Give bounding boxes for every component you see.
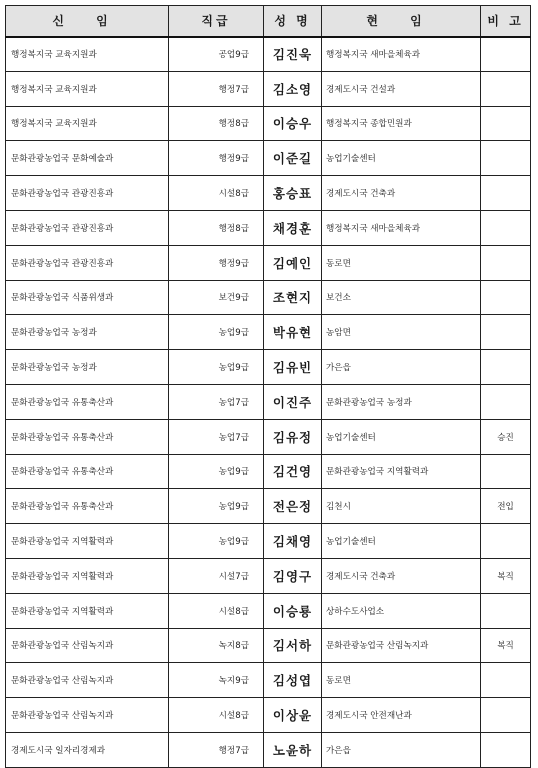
current-post-cell: 경제도시국 건축과 xyxy=(322,176,481,211)
current-post-cell: 농업기술센터 xyxy=(322,524,481,559)
name-cell: 이승우 xyxy=(264,106,322,141)
remarks-cell xyxy=(481,663,531,698)
new-post-cell: 문화관광농업국 산림녹지과 xyxy=(6,698,169,733)
new-post-cell: 문화관광농업국 유통축산과 xyxy=(6,384,169,419)
grade-cell: 행정7급 xyxy=(169,732,264,767)
header-new-post: 신 임 xyxy=(6,6,169,37)
table-row xyxy=(6,280,531,315)
table-row xyxy=(6,419,531,454)
current-post-cell: 농업기술센터 xyxy=(322,419,481,454)
current-post-cell: 김천시 xyxy=(322,489,481,524)
new-post-cell: 문화관광농업국 식품위생과 xyxy=(6,280,169,315)
grade-cell: 시설7급 xyxy=(169,558,264,593)
grade-cell: 농업7급 xyxy=(169,384,264,419)
grade-cell: 농업7급 xyxy=(169,419,264,454)
grade-cell: 시설8급 xyxy=(169,593,264,628)
table-row xyxy=(6,106,531,141)
current-post-cell: 행정복지국 새마을체육과 xyxy=(322,210,481,245)
grade-cell: 농업9급 xyxy=(169,454,264,489)
current-post-cell: 경제도시국 건설과 xyxy=(322,71,481,106)
name-cell: 김유빈 xyxy=(264,350,322,385)
grade-cell: 행정8급 xyxy=(169,210,264,245)
new-post-cell: 문화관광농업국 농정과 xyxy=(6,315,169,350)
grade-cell: 보건9급 xyxy=(169,280,264,315)
remarks-cell xyxy=(481,106,531,141)
name-cell: 이상윤 xyxy=(264,698,322,733)
name-cell: 김건영 xyxy=(264,454,322,489)
grade-cell: 행정8급 xyxy=(169,106,264,141)
name-cell: 이승룡 xyxy=(264,593,322,628)
current-post-cell: 문화관광농업국 지역활력과 xyxy=(322,454,481,489)
new-post-cell: 문화관광농업국 관광진흥과 xyxy=(6,210,169,245)
remarks-cell xyxy=(481,454,531,489)
remarks-cell xyxy=(481,71,531,106)
remarks-cell xyxy=(481,141,531,176)
remarks-cell xyxy=(481,593,531,628)
table-row xyxy=(6,489,531,524)
table-row xyxy=(6,593,531,628)
grade-cell: 녹지9급 xyxy=(169,663,264,698)
name-cell: 노윤하 xyxy=(264,732,322,767)
grade-cell: 공업9급 xyxy=(169,37,264,72)
table-header xyxy=(6,6,531,37)
new-post-cell: 문화관광농업국 유통축산과 xyxy=(6,454,169,489)
name-cell: 김채영 xyxy=(264,524,322,559)
name-cell: 홍승표 xyxy=(264,176,322,211)
remarks-cell xyxy=(481,176,531,211)
remarks-cell: 승진 xyxy=(481,419,531,454)
name-cell: 이준길 xyxy=(264,141,322,176)
table-row xyxy=(6,663,531,698)
name-cell: 김진욱 xyxy=(264,37,322,72)
new-post-cell: 경제도시국 일자리경제과 xyxy=(6,732,169,767)
grade-cell: 농업9급 xyxy=(169,524,264,559)
grade-cell: 시설8급 xyxy=(169,176,264,211)
new-post-cell: 문화관광농업국 산림녹지과 xyxy=(6,663,169,698)
new-post-cell: 문화관광농업국 농정과 xyxy=(6,350,169,385)
remarks-cell: 복직 xyxy=(481,628,531,663)
remarks-cell xyxy=(481,384,531,419)
name-cell: 김유정 xyxy=(264,419,322,454)
remarks-cell xyxy=(481,698,531,733)
table-row xyxy=(6,210,531,245)
current-post-cell: 동로면 xyxy=(322,663,481,698)
grade-cell: 행정9급 xyxy=(169,141,264,176)
personnel-table xyxy=(5,5,531,768)
remarks-cell xyxy=(481,524,531,559)
header-remarks: 비 고 xyxy=(481,6,531,37)
name-cell: 채경훈 xyxy=(264,210,322,245)
table-row xyxy=(6,454,531,489)
table-row xyxy=(6,558,531,593)
new-post-cell: 행정복지국 교육지원과 xyxy=(6,106,169,141)
name-cell: 이진주 xyxy=(264,384,322,419)
grade-cell: 녹지8급 xyxy=(169,628,264,663)
remarks-cell: 복직 xyxy=(481,558,531,593)
current-post-cell: 행정복지국 새마을체육과 xyxy=(322,37,481,72)
grade-cell: 시설8급 xyxy=(169,698,264,733)
new-post-cell: 행정복지국 교육지원과 xyxy=(6,71,169,106)
table-row xyxy=(6,141,531,176)
grade-cell: 농업9급 xyxy=(169,489,264,524)
remarks-cell xyxy=(481,732,531,767)
table-row xyxy=(6,245,531,280)
name-cell: 김예인 xyxy=(264,245,322,280)
grade-cell: 농업9급 xyxy=(169,315,264,350)
remarks-cell xyxy=(481,210,531,245)
name-cell: 김소영 xyxy=(264,71,322,106)
current-post-cell: 동로면 xyxy=(322,245,481,280)
current-post-cell: 가은읍 xyxy=(322,350,481,385)
table-body xyxy=(6,37,531,768)
header-name: 성 명 xyxy=(264,6,322,37)
personnel-document xyxy=(5,5,530,768)
current-post-cell: 상하수도사업소 xyxy=(322,593,481,628)
table-row xyxy=(6,524,531,559)
table-row xyxy=(6,315,531,350)
current-post-cell: 가은읍 xyxy=(322,732,481,767)
table-row xyxy=(6,37,531,72)
remarks-cell xyxy=(481,245,531,280)
new-post-cell: 문화관광농업국 문화예술과 xyxy=(6,141,169,176)
current-post-cell: 문화관광농업국 농정과 xyxy=(322,384,481,419)
new-post-cell: 문화관광농업국 유통축산과 xyxy=(6,489,169,524)
new-post-cell: 문화관광농업국 관광진흥과 xyxy=(6,245,169,280)
remarks-cell xyxy=(481,280,531,315)
new-post-cell: 문화관광농업국 지역활력과 xyxy=(6,524,169,559)
name-cell: 조현지 xyxy=(264,280,322,315)
grade-cell: 행정7급 xyxy=(169,71,264,106)
new-post-cell: 문화관광농업국 유통축산과 xyxy=(6,419,169,454)
header-current-post: 현 임 xyxy=(322,6,481,37)
remarks-cell: 전입 xyxy=(481,489,531,524)
remarks-cell xyxy=(481,350,531,385)
name-cell: 김영구 xyxy=(264,558,322,593)
new-post-cell: 문화관광농업국 지역활력과 xyxy=(6,593,169,628)
remarks-cell xyxy=(481,315,531,350)
current-post-cell: 보건소 xyxy=(322,280,481,315)
remarks-cell xyxy=(481,37,531,72)
name-cell: 김서하 xyxy=(264,628,322,663)
new-post-cell: 문화관광농업국 산림녹지과 xyxy=(6,628,169,663)
current-post-cell: 문화관광농업국 산림녹지과 xyxy=(322,628,481,663)
grade-cell: 행정9급 xyxy=(169,245,264,280)
current-post-cell: 경제도시국 건축과 xyxy=(322,558,481,593)
current-post-cell: 농업기술센터 xyxy=(322,141,481,176)
grade-cell: 농업9급 xyxy=(169,350,264,385)
new-post-cell: 문화관광농업국 지역활력과 xyxy=(6,558,169,593)
name-cell: 전은정 xyxy=(264,489,322,524)
table-row xyxy=(6,384,531,419)
name-cell: 김성엽 xyxy=(264,663,322,698)
table-row xyxy=(6,628,531,663)
current-post-cell: 경제도시국 안전재난과 xyxy=(322,698,481,733)
header-grade: 직급 xyxy=(169,6,264,37)
current-post-cell: 농암면 xyxy=(322,315,481,350)
new-post-cell: 행정복지국 교육지원과 xyxy=(6,37,169,72)
table-row xyxy=(6,698,531,733)
table-row xyxy=(6,350,531,385)
name-cell: 박유현 xyxy=(264,315,322,350)
new-post-cell: 문화관광농업국 관광진흥과 xyxy=(6,176,169,211)
table-row xyxy=(6,176,531,211)
table-row xyxy=(6,71,531,106)
table-row xyxy=(6,732,531,767)
current-post-cell: 행정복지국 종합민원과 xyxy=(322,106,481,141)
